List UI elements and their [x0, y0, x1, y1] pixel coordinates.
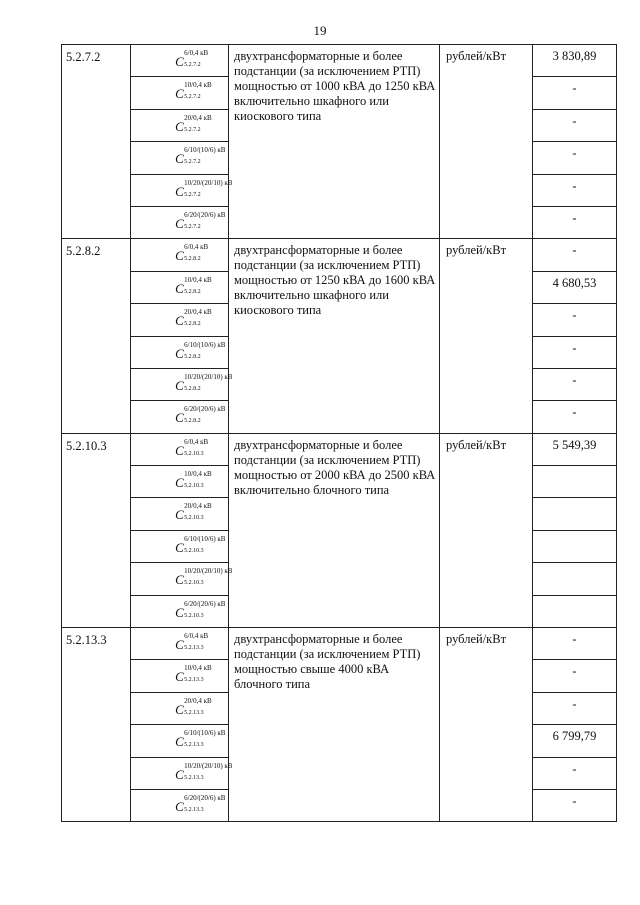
rate-symbol-letter: C [175, 313, 184, 329]
rate-symbol-letter: C [175, 410, 184, 426]
rate-symbol [175, 761, 233, 785]
rate-symbol-letter: C [175, 637, 184, 653]
rate-symbol-letter: C [175, 734, 184, 750]
rate-value: - [533, 174, 617, 206]
rate-value: 6 799,79 [533, 725, 617, 757]
rate-symbol [175, 470, 212, 493]
voltage-class: 6/20/(20/6) кВ [184, 793, 226, 802]
rate-symbol-cell [131, 466, 229, 498]
voltage-class: 20/0,4 кВ [184, 502, 212, 511]
voltage-class: 6/0,4 кВ [184, 437, 209, 446]
rate-symbol [175, 502, 212, 525]
rate-symbol-cell [131, 401, 229, 433]
rate-index: 5.2.13.3 [184, 742, 204, 749]
rate-symbol-letter: C [175, 54, 184, 69]
rate-symbol-letter: C [175, 183, 184, 199]
rate-value [533, 595, 617, 627]
rate-symbol-cell [131, 206, 229, 238]
rate-symbol-letter: C [175, 377, 184, 393]
rate-symbol-cell [131, 757, 233, 789]
rate-symbol [175, 793, 226, 817]
rate-value: - [533, 692, 617, 724]
voltage-class: 10/20/(20/10) кВ [184, 178, 233, 187]
rate-value: - [533, 789, 617, 821]
section-description: двухтрансформаторные и более подстанции (за исключением РТП) мощностью от 1250 кВА до 1600 кВА включительно шкафного или киоскового типа [229, 239, 440, 433]
rate-symbol-letter: C [175, 572, 184, 588]
rate-index: 5.2.7.2 [184, 62, 201, 68]
rate-symbol [175, 49, 209, 72]
rate-symbol-cell [131, 239, 229, 271]
rate-value [533, 530, 617, 562]
rate-symbol-cell [131, 498, 229, 530]
rate-value: 4 680,53 [533, 271, 617, 303]
rate-symbol-letter: C [175, 539, 184, 555]
rate-index: 5.2.13.3 [184, 677, 204, 684]
rate-symbol [175, 146, 226, 169]
voltage-class: 10/20/(20/10) кВ [184, 567, 233, 576]
rate-index: 5.2.10.3 [184, 483, 204, 490]
rate-value: - [533, 368, 617, 400]
unit-of-measure: рублей/кВт [440, 628, 533, 822]
voltage-class: 10/0,4 кВ [184, 275, 212, 284]
rate-symbol-cell [131, 530, 229, 562]
rate-symbol-letter: C [175, 118, 184, 134]
rate-symbol [175, 340, 226, 364]
rate-symbol [175, 729, 226, 752]
rate-index: 5.2.10.3 [184, 450, 204, 457]
voltage-class: 6/20/(20/6) кВ [184, 599, 226, 608]
voltage-class: 6/10/(10/6) кВ [184, 534, 226, 543]
rate-index: 5.2.7.2 [184, 191, 201, 198]
rate-symbol-cell [131, 368, 233, 400]
rate-value [533, 563, 617, 595]
rate-index: 5.2.7.2 [184, 126, 201, 133]
table-row [62, 628, 617, 660]
voltage-class: 10/20/(20/10) кВ [184, 372, 233, 381]
unit-of-measure: рублей/кВт [440, 433, 533, 627]
section-code: 5.2.8.2 [62, 239, 131, 433]
rate-index: 5.2.10.3 [184, 612, 204, 619]
rate-index: 5.2.8.2 [184, 385, 201, 392]
rate-symbol [175, 113, 212, 137]
rate-symbol-cell [131, 142, 229, 174]
rate-symbol-cell [131, 45, 229, 77]
rate-symbol-letter: C [175, 604, 184, 620]
rate-value: - [533, 77, 617, 109]
page-number: 19 [313, 23, 327, 38]
rate-symbol-cell [131, 595, 229, 627]
rate-symbol [175, 308, 212, 331]
rate-value: - [533, 239, 617, 271]
rate-symbol-letter: C [175, 507, 184, 523]
rate-symbol [175, 599, 226, 623]
rate-value [533, 498, 617, 530]
rate-index: 5.2.8.2 [184, 418, 201, 425]
rate-symbol [175, 372, 233, 396]
voltage-class: 10/20/(20/10) кВ [184, 761, 233, 770]
rate-index: 5.2.7.2 [184, 94, 201, 101]
rate-index: 5.2.13.3 [184, 774, 204, 781]
rate-symbol-letter: C [175, 345, 184, 361]
rate-symbol [175, 275, 212, 299]
rate-symbol-cell [131, 660, 229, 692]
rate-symbol [175, 81, 212, 104]
voltage-class: 6/0,4 кВ [184, 49, 209, 57]
voltage-class: 10/0,4 кВ [184, 470, 212, 479]
tariff-table [61, 44, 617, 822]
rate-index: 5.2.13.3 [184, 645, 204, 652]
rate-index: 5.2.8.2 [184, 256, 201, 263]
rate-symbol-letter: C [175, 442, 184, 458]
rate-symbol-cell [131, 433, 229, 465]
voltage-class: 6/20/(20/6) кВ [184, 210, 226, 219]
rate-value: - [533, 142, 617, 174]
rate-symbol [175, 178, 233, 202]
voltage-class: 20/0,4 кВ [184, 696, 212, 705]
rate-value: - [533, 206, 617, 238]
voltage-class: 6/10/(10/6) кВ [184, 340, 226, 349]
rate-symbol-cell [131, 271, 229, 303]
rate-index: 5.2.13.3 [184, 806, 204, 813]
rate-symbol-letter: C [175, 215, 184, 231]
rate-value: - [533, 109, 617, 141]
section-description: двухтрансформаторные и более подстанции (за исключением РТП) мощностью от 2000 кВА до 2500 кВА включительно блочного типа [229, 433, 440, 627]
rate-symbol [175, 243, 209, 266]
rate-symbol-letter: C [175, 798, 184, 814]
rate-index: 5.2.10.3 [184, 547, 204, 554]
voltage-class: 6/10/(10/6) кВ [184, 146, 226, 155]
rate-symbol-cell [131, 304, 229, 336]
rate-value: - [533, 660, 617, 692]
rate-index: 5.2.7.2 [184, 159, 201, 166]
rate-symbol-cell [131, 628, 229, 660]
rate-index: 5.2.10.3 [184, 580, 204, 587]
rate-symbol-cell [131, 725, 229, 757]
rate-index: 5.2.8.2 [184, 321, 201, 328]
section-description: двухтрансформаторные и более подстанции (за исключением РТП) мощностью от 1000 кВА до 1250 кВА включительно шкафного или киоскового типа [229, 45, 440, 239]
voltage-class: 10/0,4 кВ [184, 81, 212, 90]
section-code: 5.2.13.3 [62, 628, 131, 822]
rate-symbol [175, 405, 226, 428]
rate-symbol-letter: C [175, 248, 184, 264]
unit-of-measure: рублей/кВт [440, 239, 533, 433]
rate-symbol [175, 210, 226, 234]
rate-symbol-cell [131, 77, 229, 109]
rate-value: - [533, 628, 617, 660]
voltage-class: 20/0,4 кВ [184, 308, 212, 317]
rate-symbol-letter: C [175, 669, 184, 685]
rate-value: - [533, 401, 617, 433]
voltage-class: 6/20/(20/6) кВ [184, 405, 226, 414]
rate-symbol-cell [131, 563, 233, 595]
voltage-class: 6/0,4 кВ [184, 243, 209, 252]
rate-symbol [175, 567, 233, 590]
voltage-class: 10/0,4 кВ [184, 664, 212, 673]
rate-symbol-letter: C [175, 86, 184, 102]
rate-value [533, 466, 617, 498]
voltage-class: 6/10/(10/6) кВ [184, 729, 226, 738]
table-row [62, 239, 617, 271]
rate-symbol-letter: C [175, 766, 184, 782]
rate-value: - [533, 336, 617, 368]
rate-symbol [175, 534, 226, 558]
rate-value: 3 830,89 [533, 45, 617, 77]
rate-symbol-cell [131, 336, 229, 368]
rate-symbol [175, 664, 212, 687]
table-row [62, 433, 617, 465]
rate-symbol-cell [131, 789, 229, 821]
rate-index: 5.2.7.2 [184, 223, 201, 230]
rate-symbol [175, 696, 212, 720]
rate-symbol-cell [131, 174, 233, 206]
rate-symbol-letter: C [175, 280, 184, 296]
section-description: двухтрансформаторные и более подстанции (за исключением РТП) мощностью свыше 4000 кВА блочного типа [229, 628, 440, 822]
rate-value: - [533, 757, 617, 789]
rate-symbol-letter: C [175, 701, 184, 717]
rate-symbol [175, 437, 209, 461]
rate-value: - [533, 304, 617, 336]
unit-of-measure: рублей/кВт [440, 45, 533, 239]
section-code: 5.2.7.2 [62, 45, 131, 239]
voltage-class: 20/0,4 кВ [184, 113, 212, 122]
rate-index: 5.2.13.3 [184, 709, 204, 716]
rate-value: 5 549,39 [533, 433, 617, 465]
rate-symbol [175, 632, 209, 655]
table-row [62, 45, 617, 77]
rate-index: 5.2.8.2 [184, 353, 201, 360]
rate-index: 5.2.8.2 [184, 288, 201, 295]
section-code: 5.2.10.3 [62, 433, 131, 627]
rate-index: 5.2.10.3 [184, 515, 204, 522]
rate-symbol-letter: C [175, 151, 184, 167]
voltage-class: 6/0,4 кВ [184, 632, 209, 641]
rate-symbol-letter: C [175, 475, 184, 491]
rate-symbol-cell [131, 692, 229, 724]
rate-symbol-cell [131, 109, 229, 141]
